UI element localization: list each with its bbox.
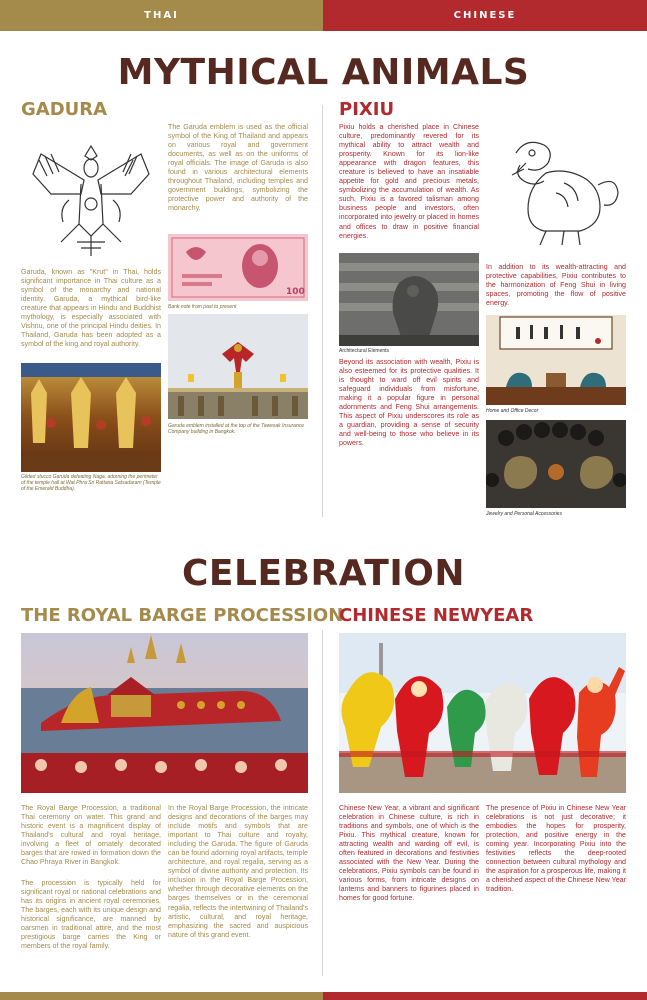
royal-barge-text-1: The Royal Barge Procession, a traditional Thai ceremony on water. This grand and historic event is a magnificent display of Thailand's cultural and royal heritage, involving a fleet of ornately decorated barges that are rowed in formation down the Chao Phraya River in Bangkok. <box>21 804 161 867</box>
pixiu-fengshui-text: In addition to its wealth-attracting and protective capabilities, Pixiu contributes to the harmonization of Feng Shui in living spaces, promoting the flow of positive energy. <box>486 263 626 308</box>
royal-barge-photo <box>21 633 308 793</box>
royal-barge-title: THE ROYAL BARGE PROCESSION <box>21 605 344 626</box>
chinese-newyear-photo <box>339 633 626 793</box>
banknote-photo <box>168 234 308 301</box>
pixiu-architecture-photo <box>339 253 479 346</box>
jewelry-photo <box>486 420 626 508</box>
column-divider-bottom <box>322 630 323 976</box>
garuda-emblem-illustration <box>21 124 161 264</box>
gadura-intro-text: Garuda, known as "Krut" in Thai, holds significant importance in Thai culture as a symbol of the monarchy and national identity. Garuda, a mythical bird-like creature that appears in Hindu and Buddhist mythology, is especially associated with Vishnu, one of the principal Hindu deities. In Thailand, Garuda has been adopted as a symbol of the king and royal authority. <box>21 268 161 349</box>
pixiu-protect-text: Beyond its association with wealth, Pixiu is also esteemed for its protective qualities. It is thought to ward off evil spirits and safeguard individuals from misfortune, making it a popular figure in personal adornments and Feng Shui arrangements. This aspect of Pixiu underscores its role as a guardian, providing a sense of security and well-being to those who believe in its powers. <box>339 358 479 448</box>
banknote-caption: Bank note from past to present <box>168 304 237 310</box>
banknote-value: 100 <box>286 287 305 297</box>
celebration-title: CELEBRATION <box>182 553 465 594</box>
royal-barge-text-2: The procession is typically held for significant royal or national celebrations and has its origins in ancient royal ceremonies. The barges, each with its unique design and historical significance, are manned by oarsmen in traditional attire, and the most prestigious barge carries the King or members of the royal family. <box>21 879 161 951</box>
chinese-newyear-text-2: The presence of Pixiu in Chinese New Year celebrations is not just decorative; it embodies the hopes for prosperity, protection, and positive energy in the coming year. Incorporating Pixiu into the festivities reflects the deep-rooted connection between cultural mythology and the aspiration for a prosperous life, making it a cherished aspect of the Chinese New Year tradition. <box>486 804 626 894</box>
home-decor-photo <box>486 315 626 405</box>
temple-garuda-caption: Gilded stucco Garuda defeating Naga, adorning the perimeter of the temple hall at Wat Phra Sri Rattana Satsadaram (Temple of the Emerald Buddha). <box>21 474 161 493</box>
chinese-tab: CHINESE <box>323 0 647 31</box>
gadura-title: GADURA <box>21 99 108 120</box>
home-decor-caption: Home and Office Decor <box>486 408 539 414</box>
chinese-footer-bar <box>323 992 647 1000</box>
architecture-caption: Architectural Elements <box>339 348 390 354</box>
thai-tab: THAI <box>0 0 323 31</box>
pixiu-intro-text: Pixiu holds a cherished place in Chinese culture, predominantly revered for its mythical ability to attract wealth and prosperity. Known for its lion-like appearance with dragon features, this creature is believed to have an insatiable appetite for gold and precious metals, symbolizing the accumulation of wealth. As such, Pixiu is a favored talisman among business people and investors, often incorporated into jewelry or placed in homes and offices to draw in positive financial energies. <box>339 123 479 240</box>
temple-garuda-photo <box>21 363 161 472</box>
royal-barge-text-3: In the Royal Barge Procession, the intricate designs and decorations of the barges may include motifs and symbols that are important to Thai culture and royalty, including the Garuda. The figure of Garuda can be found adorning royal artifacts, temple architecture, and royal regalia, serving as a symbol of divine authority and protection. Its inclusion in the Royal Barge Procession, whether through decorative elements on the barges themselves or in the ceremonial regalia, reflects the intertwining of Thailand's artistic, cultural, and royal heritage, emphasizing the sacred and auspicious nature of this grand event. <box>168 804 308 939</box>
pixiu-illustration <box>486 123 626 258</box>
column-divider-top <box>322 105 323 517</box>
jewelry-caption: Jewelry and Personal Accessories <box>486 511 562 517</box>
mythical-animals-title: MYTHICAL ANIMALS <box>117 52 530 93</box>
thai-footer-bar <box>0 992 323 1000</box>
building-garuda-photo <box>168 314 308 419</box>
pixiu-title: PIXIU <box>339 99 395 120</box>
chinese-newyear-text-1: Chinese New Year, a vibrant and significant celebration in Chinese culture, is rich in traditions and symbols, one of which is the Pixiu. This mythical creature, known for attracting wealth and warding off evil, is often featured in decorations and festivities associated with the New Year. During the celebrations, Pixiu symbols can be found in various forms, from intricate designs on lanterns and banners to figurines placed in homes for good fortune. <box>339 804 479 903</box>
chinese-newyear-title: CHINESE NEWYEAR <box>339 605 534 626</box>
garuda-emblem-text: The Garuda emblem is used as the official symbol of the King of Thailand and appears on various royal and government documents, as well as on the uniforms of royal officials. The image of Garuda is also found in various architectural elements throughout Thailand, including temples and government buildings, symbolizing the protective power and authority of the monarchy. <box>168 123 308 213</box>
building-garuda-caption: Garuda emblem installed at the top of the Tawesak Insurance Company building in Bangkok. <box>168 423 305 436</box>
